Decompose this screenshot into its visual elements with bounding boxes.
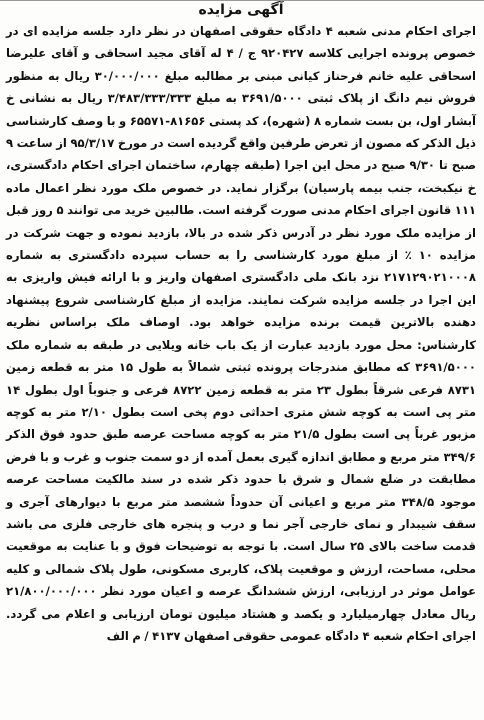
top-divider xyxy=(0,0,484,1)
notice-title: آگهی مزایده xyxy=(198,2,284,18)
notice-body: اجرای احکام مدنی شعبه ۴ دادگاه حقوقی اصفهان در نظر دارد جلسه مزایده ای در خصوص پرونده اجرایی کلاسه ۹۲۰۴۲۷ ج / ۴ له آقای مجید اسحاقی و آقای علیرضا اسحاقی علیه خانم فرحناز کیانی مبنی بر مطالبه مبلغ ۳۰/۰۰۰/۰۰۰ ریال به منظور فروش نیم دانگ از پلاک ثبتی ۳۶۹۱/۵۰۰۰ به مبلغ ۳/۴۸۳/۳۳۳/۳۳۳ ریال به نشانی خ آبشار اول، بن بست شماره ۸ (شهره)، کد پستی ۸۱۶۵۶-۶۵۵۷۱ و با وصف کارشناسی ذیل الذکر که مصون از تعرض طرفین واقع گردیده است در مورخ ۹۵/۳/۱۷ از ساعت ۹ صبح تا ۹/۳۰ صبح در محل این اجرا (طبقه چهارم، ساختمان اجرای احکام دادگستری، خ نیکبخت، جنب بیمه پارسیان) برگزار نماید. در خصوص ملک مورد نظر اعمال ماده ۱۱۱ قانون اجرای احکام مدنی صورت گرفته است. طالبین خرید می توانند ۵ روز قبل از مزایده ملک مورد نظر در آدرس ذکر شده در بالا، بازدید نموده و جهت شرکت در مزایده ۱۰ ٪ از مبلغ مورد کارشناسی را به حساب سپرده دادگستری به شماره ۲۱۷۱۲۹۰۲۱۰۰۰۸ نزد بانک ملی دادگستری اصفهان واریز و با ارائه فیش واریزی به این اجرا در جلسه مزایده شرکت نمایند. مزایده از مبلغ کارشناسی شروع پیشنهاد دهنده بالاترین قیمت برنده مزایده خواهد بود. اوصاف ملک براساس نظریه کارشناس: محل مورد بازدید عبارت از یک باب خانه ویلایی در طبقه به شماره ملک ۳۶۹۱/۵۰۰۰ که مطابق مندرجات پرونده ثبتی شمالاً به طول ۱۵ متر به قطعه زمین ۸۷۳۱ فرعی شرقاً بطول ۲۳ متر به قطعه زمین ۸۷۲۲ فرعی و جنوباً اول بطول ۱۴ متر پی است به کوچه شش متری احداثی دوم پخی است بطول ۲/۱۰ متر به کوچه مزبور غرباً پی است بطول ۲۱/۵ متر به کوچه مساحت عرصه طبق حدود فوق الذکر ۳۴۹/۶ متر مربع و مطابق اندازه گیری بعمل آمده از دو سمت جنوب و غرب و با فرض مطابقت در ضلع شمال و شرق با حدود ذکر شده در سند مالکیت مساحت عرصه موجود ۳۴۸/۵ متر مربع و اعیانی آن حدوداً ششصد متر مربع با دیوارهای آجری و سقف شیبدار و نمای خارجی آجر نما و درب و پنجره های خارجی فلزی می باشد قدمت ساخت بالای ۲۵ سال است. با توجه به توضیحات فوق و با عنایت به موقعیت محلی، مساحت، ارزش و موقعیت پلاک، کاربری مسکونی، طول پلاک شمالی و کلیه عوامل موثر در ارزیابی، ارزش ششدانگ عرصه و اعیان مورد نظر ۲۱/۸۰۰/۰۰۰/۰۰۰ ریال معادل چهارمیلیارد و یکصد و هشتاد میلیون تومان ارزیابی و اعلام می گردد. اجرای احکام شعبه ۴ دادگاه عمومی حقوقی اصفهان ۴۱۳۷ / م الف xyxy=(6,24,477,643)
